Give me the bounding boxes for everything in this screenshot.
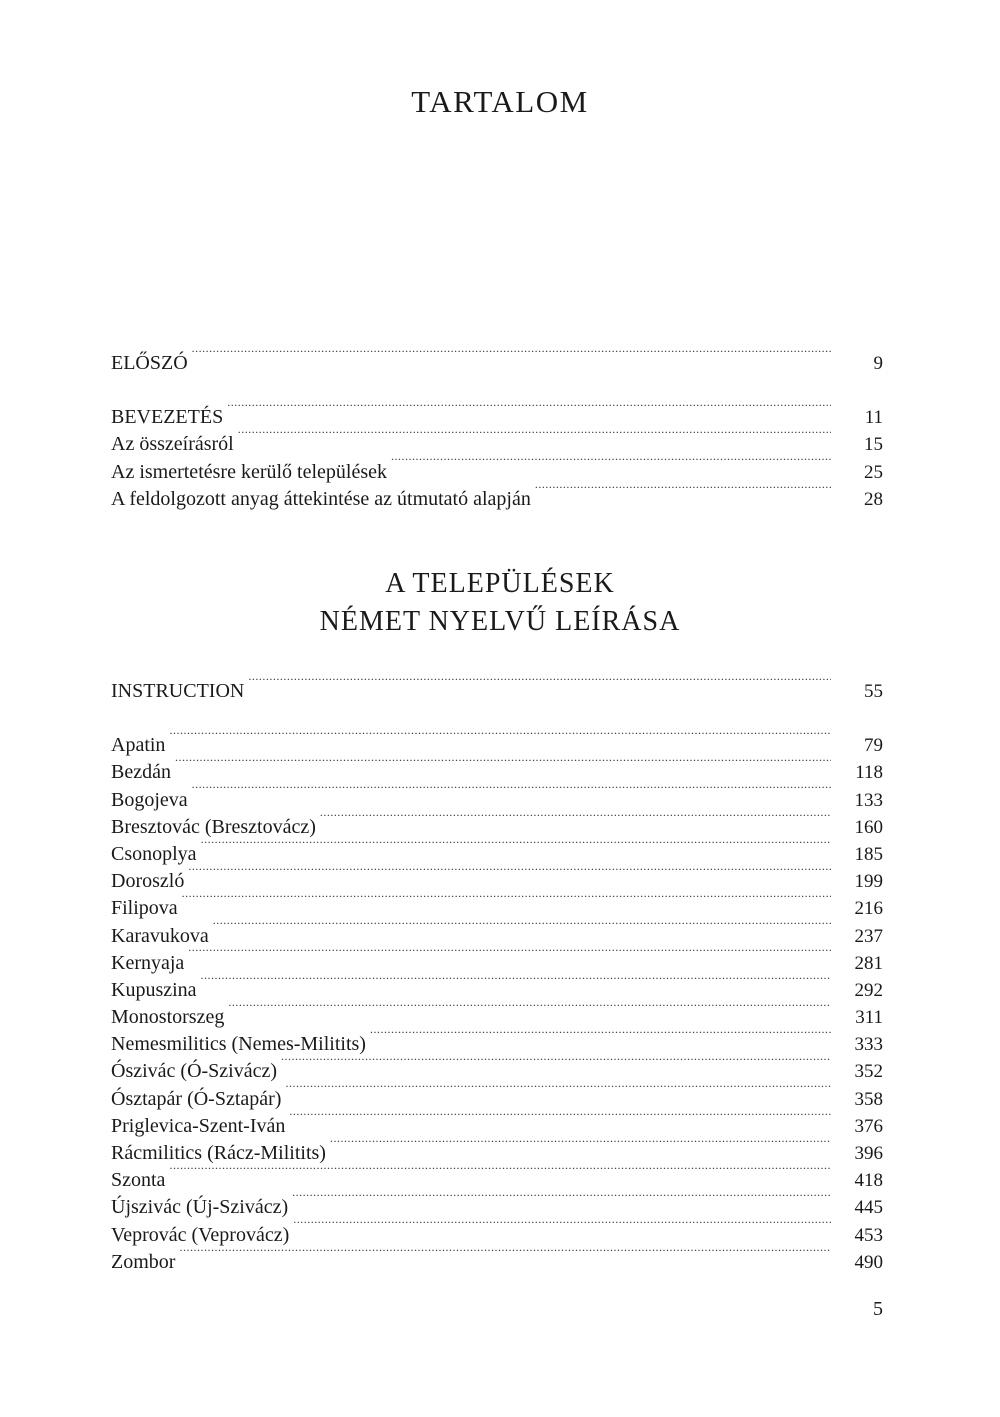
page-number: 5 [873,1298,883,1320]
toc-entry-label: Zombor [111,1250,176,1273]
toc-entry-label: Rácmilitics (Rácz-Militits) [111,1142,326,1164]
dot-leader [238,423,831,450]
dot-leader [228,996,831,1023]
toc-entry-label: Bezdán [111,761,171,784]
toc-entry-label: Bogojeva [111,788,188,811]
toc-entry-label: Doroszló [111,870,185,893]
toc-entry-label: Kupuszina [111,978,197,1001]
toc-entry-label: Újszivác (Új-Szivácz) [111,1196,289,1219]
toc-entry-label: Csonoplya [111,842,197,865]
dot-leader [201,833,831,860]
toc-entry-label: Veprovác (Veprovácz) [111,1223,290,1246]
toc-entry[interactable] [111,724,883,757]
toc-entry-page: 453 [854,1224,883,1246]
toc-entry[interactable] [111,969,883,1001]
toc-entry-page: 79 [864,735,883,757]
toc-entry[interactable] [111,833,883,865]
toc-entry-label: Apatin [111,734,166,757]
dot-leader [535,478,831,505]
toc-entry-label: Az ismertetésre kerülő települések [111,460,387,483]
toc-entry-label: Priglevica-Szent-Iván [111,1114,286,1137]
toc-entry-page: 199 [854,871,883,893]
toc-entry-page: 9 [873,353,883,375]
toc-entry-label: A feldolgozott anyag áttekintése az útmutató alapján [111,487,531,510]
toc-entry-page: 160 [854,816,883,838]
dot-leader [391,450,831,477]
toc-entry[interactable] [111,806,883,838]
toc-entry[interactable] [111,396,883,429]
toc-entry-page: 292 [854,979,883,1001]
toc-entry-page: 281 [854,952,883,974]
toc-entry-page: 216 [854,898,883,920]
toc-entry-label: INSTRUCTION [111,680,245,703]
toc-entry-label: Nemesmilitics (Nemes-Militits) [111,1033,366,1056]
toc-entry-page: 490 [854,1251,883,1273]
toc-entry-label: Filipova [111,897,178,920]
toc-entry[interactable] [111,1241,883,1273]
toc-entry[interactable] [111,670,883,703]
toc-entry[interactable] [111,914,883,947]
toc-entry[interactable] [111,860,883,893]
toc-entry-page: 358 [854,1088,883,1110]
dot-leader [175,751,831,778]
dot-leader [292,1186,831,1213]
dot-leader [370,1023,831,1050]
dot-leader [293,1213,831,1240]
toc-entry[interactable] [111,1159,883,1192]
section-heading-line-1: A TELEPÜLÉSEK [385,568,615,599]
section-heading [0,565,1000,641]
toc-entry-label: Bresztovác (Bresztovácz) [111,815,316,838]
toc-entry-page: 376 [854,1115,883,1137]
toc-entry-page: 118 [855,762,883,784]
dot-leader [227,396,831,423]
dot-leader [248,670,831,697]
dot-leader [320,806,831,833]
dot-leader [182,887,831,914]
dot-leader [169,1159,831,1186]
toc-entry-label: Kernyaja [111,951,185,974]
toc-settlements [111,724,883,1273]
toc-entry-page: 55 [864,681,883,703]
toc-entry-label: BEVEZETÉS [111,406,224,429]
dot-leader [192,342,831,369]
toc-entry-page: 15 [864,434,883,456]
toc-entry-page: 185 [854,843,883,865]
toc-entry-label: Szonta [111,1169,166,1192]
toc-entry-page: 11 [864,407,883,429]
toc-entry[interactable] [111,1186,883,1219]
toc-entry-label: Ószivác (Ó-Szivácz) [111,1060,278,1083]
toc-entry-label: Monostorszeg [111,1006,225,1029]
toc-entry-label: Az összeírásról [111,433,234,456]
toc-entry[interactable] [111,942,883,974]
toc-entry-page: 25 [864,461,883,483]
toc-entry-page: 237 [854,925,883,947]
dot-leader [285,1077,831,1104]
toc-entry-label: Karavukova [111,924,209,947]
dot-leader [281,1050,831,1077]
toc-entry-page: 396 [854,1143,883,1164]
dot-leader [213,914,831,941]
page-title: TARTALOM [411,84,589,119]
toc-entry[interactable] [111,751,883,784]
toc-preface [111,342,883,375]
toc-entry-label: Ósztapár (Ó-Sztapár) [111,1087,282,1110]
toc-entry[interactable] [111,342,883,375]
toc-entry-page: 333 [854,1034,883,1056]
toc-entry-page: 445 [854,1197,883,1219]
toc-entry-page: 28 [864,488,883,510]
toc-entry-page: 133 [854,789,883,811]
toc-entry[interactable] [111,996,883,1029]
dot-leader [188,860,831,887]
toc-introduction [111,396,883,510]
toc-entry-page: 311 [855,1007,883,1029]
toc-entry-page: 352 [854,1061,883,1083]
toc-entry[interactable] [111,778,883,811]
dot-leader [179,1241,831,1268]
dot-leader [201,969,831,996]
dot-leader [188,942,831,969]
toc-entry-page: 418 [854,1170,883,1192]
section-heading-line-2: NÉMET NYELVŰ LEÍRÁSA [319,606,681,637]
toc-entry-label: ELŐSZÓ [111,352,188,375]
dot-leader [330,1132,831,1159]
dot-leader [192,778,831,805]
dot-leader [169,724,831,751]
toc-instruction [111,670,883,703]
dot-leader [289,1105,831,1132]
toc-entry[interactable] [111,887,883,920]
